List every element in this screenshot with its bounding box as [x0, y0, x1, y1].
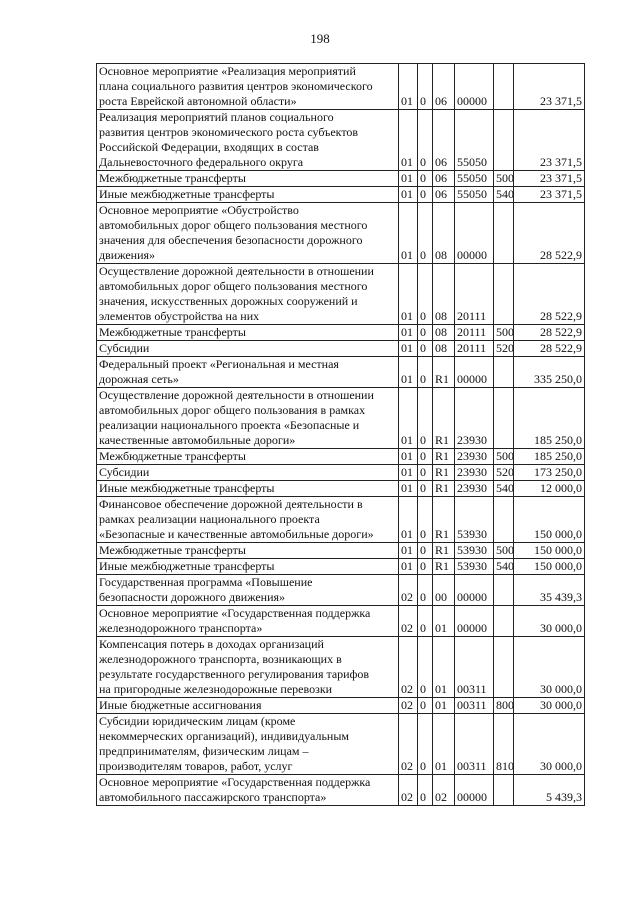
code-direction-cell: 23930 [455, 449, 494, 465]
code-event-cell: 08 [433, 325, 455, 341]
item-name-line: Государственная программа «Повышение [99, 575, 313, 589]
table-row [97, 714, 585, 775]
code-event-cell: 08 [433, 264, 455, 325]
table-row [97, 388, 585, 449]
code-subprogram-cell: 0 [418, 449, 433, 465]
item-name-cell [97, 171, 399, 187]
code-event-cell: 02 [433, 775, 455, 806]
amount-cell: 23 371,5 [514, 110, 585, 171]
code-program-cell: 01 [399, 388, 418, 449]
code-program-cell: 01 [399, 559, 418, 575]
item-name-line: значения для обеспечения безопасности дорожного [99, 233, 363, 247]
code-direction-cell: 00311 [455, 637, 494, 698]
item-name-line: роста Еврейской автономной области» [99, 94, 297, 108]
item-name-line: Федеральный проект «Региональная и местная [99, 357, 339, 371]
amount-cell: 185 250,0 [514, 388, 585, 449]
code-event-cell: 01 [433, 637, 455, 698]
code-event-cell: R1 [433, 465, 455, 481]
item-name-line: Субсидии юридическим лицам (кроме [99, 714, 296, 728]
item-name-cell [97, 203, 399, 264]
table-row [97, 187, 585, 203]
code-subprogram-cell: 0 [418, 543, 433, 559]
code-program-cell: 02 [399, 775, 418, 806]
item-name-line: безопасности дорожного движения» [99, 590, 286, 604]
table-row [97, 341, 585, 357]
item-name-line: железнодорожного транспорта» [99, 621, 263, 635]
code-direction-cell: 00000 [455, 575, 494, 606]
expense-type-cell: 540 [494, 187, 514, 203]
expense-type-cell: 500 [494, 325, 514, 341]
table-row [97, 698, 585, 714]
table-row [97, 543, 585, 559]
code-subprogram-cell: 0 [418, 481, 433, 497]
table-row [97, 203, 585, 264]
code-direction-cell: 00000 [455, 606, 494, 637]
item-name-line: Межбюджетные трансферты [99, 543, 246, 557]
code-program-cell: 02 [399, 698, 418, 714]
item-name-cell [97, 357, 399, 388]
code-subprogram-cell: 0 [418, 606, 433, 637]
code-direction-cell: 55050 [455, 171, 494, 187]
code-subprogram-cell: 0 [418, 203, 433, 264]
code-event-cell: 06 [433, 110, 455, 171]
item-name-cell [97, 637, 399, 698]
item-name-line: Основное мероприятие «Государственная поддержка [99, 775, 371, 789]
code-program-cell: 01 [399, 110, 418, 171]
item-name-cell [97, 575, 399, 606]
code-event-cell: R1 [433, 357, 455, 388]
amount-cell: 30 000,0 [514, 637, 585, 698]
table-row [97, 171, 585, 187]
item-name-line: Субсидии [99, 341, 150, 355]
expense-type-cell: 540 [494, 559, 514, 575]
item-name-line: Основное мероприятие «Реализация мероприятий [99, 64, 356, 78]
item-name-line: Иные межбюджетные трансферты [99, 559, 275, 573]
code-direction-cell: 23930 [455, 481, 494, 497]
item-name-cell [97, 775, 399, 806]
amount-cell: 185 250,0 [514, 449, 585, 465]
amount-cell: 30 000,0 [514, 606, 585, 637]
code-program-cell: 02 [399, 606, 418, 637]
code-program-cell: 02 [399, 714, 418, 775]
table-row [97, 449, 585, 465]
item-name-cell [97, 110, 399, 171]
item-name-line: Основное мероприятие «Государственная поддержка [99, 606, 371, 620]
code-subprogram-cell: 0 [418, 264, 433, 325]
expense-type-cell [494, 575, 514, 606]
item-name-line: Иные бюджетные ассигнования [99, 698, 262, 712]
code-event-cell: 08 [433, 203, 455, 264]
item-name-line: Иные межбюджетные трансферты [99, 187, 275, 201]
code-event-cell: R1 [433, 388, 455, 449]
code-subprogram-cell: 0 [418, 325, 433, 341]
item-name-cell [97, 341, 399, 357]
item-name-line: Межбюджетные трансферты [99, 325, 246, 339]
item-name-line: реализации национального проекта «Безопасные и [99, 418, 360, 432]
code-program-cell: 02 [399, 637, 418, 698]
code-subprogram-cell: 0 [418, 559, 433, 575]
amount-cell: 28 522,9 [514, 264, 585, 325]
code-direction-cell: 23930 [455, 388, 494, 449]
code-program-cell: 01 [399, 171, 418, 187]
table-row [97, 575, 585, 606]
item-name-cell [97, 606, 399, 637]
code-event-cell: 01 [433, 714, 455, 775]
item-name-line: автомобильного пассажирского транспорта» [99, 790, 327, 804]
code-program-cell: 01 [399, 481, 418, 497]
code-direction-cell: 23930 [455, 465, 494, 481]
item-name-line: Реализация мероприятий планов социального [99, 110, 334, 124]
table-row [97, 606, 585, 637]
item-name-cell [97, 714, 399, 775]
item-name-cell [97, 481, 399, 497]
table-row [97, 64, 585, 110]
code-direction-cell: 53930 [455, 543, 494, 559]
item-name-cell [97, 325, 399, 341]
item-name-line: Межбюджетные трансферты [99, 171, 246, 185]
expense-type-cell: 520 [494, 341, 514, 357]
item-name-line: «Безопасные и качественные автомобильные дороги» [99, 527, 374, 541]
item-name-line: на пригородные железнодорожные перевозки [99, 682, 333, 696]
code-subprogram-cell: 0 [418, 714, 433, 775]
code-subprogram-cell: 0 [418, 497, 433, 543]
expense-type-cell [494, 497, 514, 543]
item-name-line: рамках реализации национального проекта [99, 512, 320, 526]
expense-type-cell: 500 [494, 543, 514, 559]
table-row [97, 357, 585, 388]
expense-type-cell [494, 388, 514, 449]
code-direction-cell: 00000 [455, 64, 494, 110]
expense-type-cell: 500 [494, 449, 514, 465]
table-row [97, 775, 585, 806]
code-program-cell: 01 [399, 449, 418, 465]
expense-type-cell [494, 637, 514, 698]
code-subprogram-cell: 0 [418, 187, 433, 203]
code-subprogram-cell: 0 [418, 698, 433, 714]
code-event-cell: 06 [433, 187, 455, 203]
code-direction-cell: 00311 [455, 714, 494, 775]
code-program-cell: 01 [399, 465, 418, 481]
code-direction-cell: 00311 [455, 698, 494, 714]
item-name-cell [97, 264, 399, 325]
expense-type-cell: 520 [494, 465, 514, 481]
item-name-line: некоммерческих организаций), индивидуальным [99, 729, 349, 743]
code-subprogram-cell: 0 [418, 64, 433, 110]
item-name-line: автомобильных дорог общего пользования местного [99, 218, 368, 232]
code-direction-cell: 00000 [455, 775, 494, 806]
code-event-cell: 01 [433, 606, 455, 637]
code-program-cell: 01 [399, 543, 418, 559]
item-name-cell [97, 543, 399, 559]
item-name-line: Субсидии [99, 465, 150, 479]
expense-type-cell [494, 775, 514, 806]
item-name-line: развития центров экономического роста субъектов [99, 125, 359, 139]
item-name-cell [97, 388, 399, 449]
code-subprogram-cell: 0 [418, 357, 433, 388]
item-name-line: Осуществление дорожной деятельности в отношении [99, 264, 374, 278]
code-direction-cell: 00000 [455, 357, 494, 388]
code-event-cell: R1 [433, 481, 455, 497]
code-program-cell: 01 [399, 187, 418, 203]
code-program-cell: 01 [399, 325, 418, 341]
code-direction-cell: 00000 [455, 203, 494, 264]
amount-cell: 28 522,9 [514, 325, 585, 341]
code-program-cell: 02 [399, 575, 418, 606]
item-name-line: качественные автомобильные дороги» [99, 433, 296, 447]
amount-cell: 12 000,0 [514, 481, 585, 497]
item-name-line: железнодорожного транспорта, возникающих в [99, 652, 342, 666]
table-row [97, 110, 585, 171]
expense-type-cell [494, 64, 514, 110]
code-event-cell: 06 [433, 171, 455, 187]
item-name-cell [97, 559, 399, 575]
code-subprogram-cell: 0 [418, 341, 433, 357]
code-event-cell: 08 [433, 341, 455, 357]
code-program-cell: 01 [399, 64, 418, 110]
item-name-line: движения» [99, 248, 156, 262]
code-subprogram-cell: 0 [418, 110, 433, 171]
code-direction-cell: 20111 [455, 341, 494, 357]
item-name-line: Межбюджетные трансферты [99, 449, 246, 463]
code-event-cell: R1 [433, 559, 455, 575]
table-row [97, 481, 585, 497]
expense-type-cell [494, 264, 514, 325]
amount-cell: 28 522,9 [514, 203, 585, 264]
code-program-cell: 01 [399, 357, 418, 388]
expense-type-cell [494, 110, 514, 171]
code-subprogram-cell: 0 [418, 575, 433, 606]
item-name-line: автомобильных дорог общего пользования местного [99, 279, 368, 293]
item-name-cell [97, 449, 399, 465]
expense-type-cell: 810 [494, 714, 514, 775]
table-row [97, 465, 585, 481]
item-name-line: плана социального развития центров экономического [99, 79, 373, 93]
item-name-line: Осуществление дорожной деятельности в отношении [99, 388, 374, 402]
code-subprogram-cell: 0 [418, 465, 433, 481]
expense-type-cell: 540 [494, 481, 514, 497]
code-program-cell: 01 [399, 341, 418, 357]
code-subprogram-cell: 0 [418, 637, 433, 698]
expense-type-cell: 800 [494, 698, 514, 714]
page-number: 198 [310, 31, 330, 46]
budget-table [96, 63, 585, 806]
expense-type-cell [494, 203, 514, 264]
table-row [97, 497, 585, 543]
item-name-cell [97, 465, 399, 481]
code-direction-cell: 55050 [455, 187, 494, 203]
code-event-cell: R1 [433, 543, 455, 559]
item-name-cell [97, 698, 399, 714]
item-name-line: Компенсация потерь в доходах организаций [99, 637, 324, 651]
table-row [97, 264, 585, 325]
expense-type-cell: 500 [494, 171, 514, 187]
code-event-cell: R1 [433, 497, 455, 543]
item-name-cell [97, 497, 399, 543]
code-subprogram-cell: 0 [418, 388, 433, 449]
code-direction-cell: 53930 [455, 559, 494, 575]
code-event-cell: R1 [433, 449, 455, 465]
item-name-line: Основное мероприятие «Обустройство [99, 203, 299, 217]
amount-cell: 150 000,0 [514, 543, 585, 559]
code-subprogram-cell: 0 [418, 775, 433, 806]
item-name-line: Российской Федерации, входящих в состав [99, 140, 319, 154]
code-direction-cell: 53930 [455, 497, 494, 543]
item-name-line: дорожная сеть» [99, 372, 179, 386]
item-name-line: Финансовое обеспечение дорожной деятельности в [99, 497, 363, 511]
item-name-line: Дальневосточного федерального округа [99, 155, 304, 169]
item-name-line: элементов обустройства на них [99, 309, 260, 323]
code-subprogram-cell: 0 [418, 171, 433, 187]
amount-cell: 28 522,9 [514, 341, 585, 357]
amount-cell: 5 439,3 [514, 775, 585, 806]
item-name-line: результате государственного регулирования тарифов [99, 667, 370, 681]
item-name-line: значения, искусственных дорожных сооружений и [99, 294, 358, 308]
item-name-cell [97, 187, 399, 203]
expense-type-cell [494, 606, 514, 637]
code-event-cell: 00 [433, 575, 455, 606]
table-row [97, 325, 585, 341]
amount-cell: 23 371,5 [514, 171, 585, 187]
code-direction-cell: 20111 [455, 325, 494, 341]
amount-cell: 30 000,0 [514, 714, 585, 775]
amount-cell: 23 371,5 [514, 64, 585, 110]
budget-table-body [97, 64, 585, 806]
expense-type-cell [494, 357, 514, 388]
amount-cell: 150 000,0 [514, 497, 585, 543]
amount-cell: 35 439,3 [514, 575, 585, 606]
amount-cell: 23 371,5 [514, 187, 585, 203]
amount-cell: 335 250,0 [514, 357, 585, 388]
item-name-line: автомобильных дорог общего пользования в рамках [99, 403, 366, 417]
table-row [97, 637, 585, 698]
code-direction-cell: 55050 [455, 110, 494, 171]
item-name-line: Иные межбюджетные трансферты [99, 481, 275, 495]
amount-cell: 150 000,0 [514, 559, 585, 575]
code-event-cell: 06 [433, 64, 455, 110]
code-program-cell: 01 [399, 497, 418, 543]
item-name-line: предпринимателям, физическим лицам – [99, 744, 309, 758]
amount-cell: 173 250,0 [514, 465, 585, 481]
table-row [97, 559, 585, 575]
item-name-cell [97, 64, 399, 110]
amount-cell: 30 000,0 [514, 698, 585, 714]
code-direction-cell: 20111 [455, 264, 494, 325]
code-program-cell: 01 [399, 203, 418, 264]
item-name-line: производителям товаров, работ, услуг [99, 759, 293, 773]
code-event-cell: 01 [433, 698, 455, 714]
code-program-cell: 01 [399, 264, 418, 325]
